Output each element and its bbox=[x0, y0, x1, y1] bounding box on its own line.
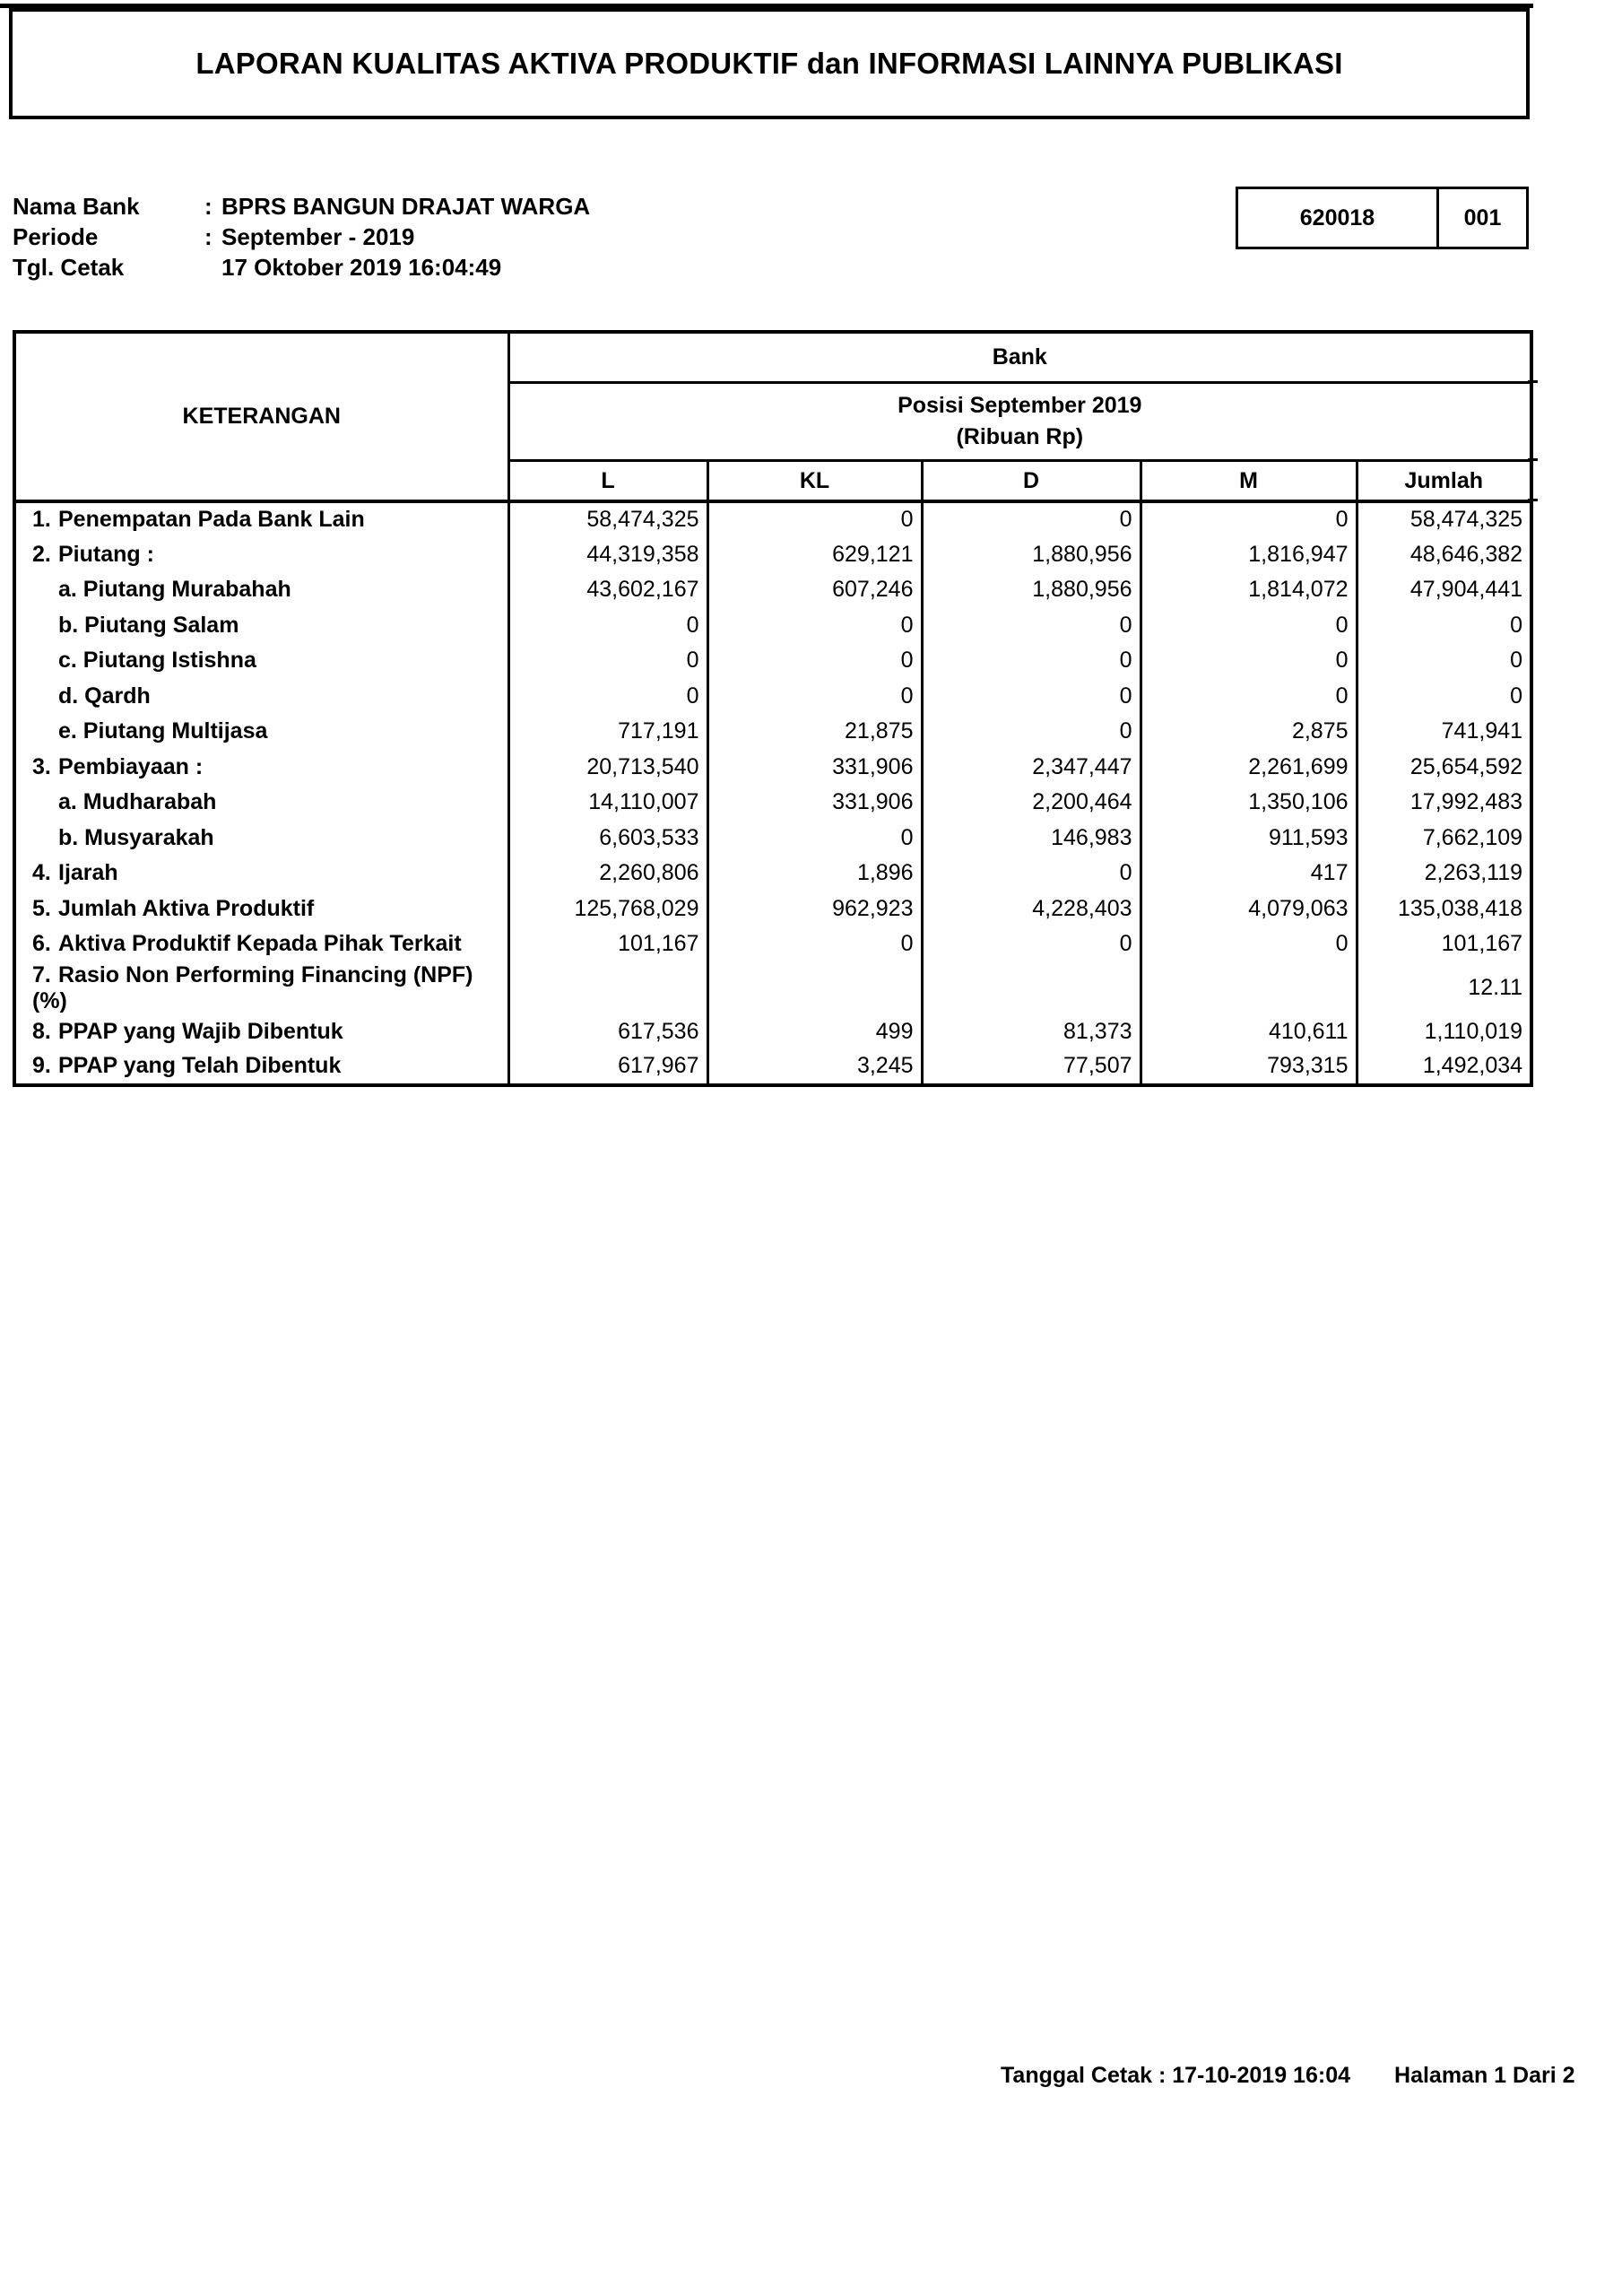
value-cell: 0 bbox=[1141, 501, 1357, 537]
value-cell: 20,713,540 bbox=[508, 750, 707, 786]
value-cell: 0 bbox=[922, 643, 1141, 679]
value-cell: 0 bbox=[922, 714, 1141, 750]
value-cell: 44,319,358 bbox=[508, 537, 707, 573]
row-label-cell bbox=[14, 501, 508, 537]
value-cell: 81,373 bbox=[922, 1014, 1141, 1050]
meta-value-print-date: 17 Oktober 2019 16:04:49 bbox=[221, 254, 502, 281]
meta-separator: : bbox=[204, 193, 213, 220]
meta-row-period bbox=[13, 222, 590, 252]
value-cell: 0 bbox=[1357, 643, 1531, 679]
row-label: Ijarah bbox=[58, 860, 118, 886]
value-cell: 0 bbox=[1141, 643, 1357, 679]
row-label: a. Piutang Murabahah bbox=[58, 577, 291, 603]
table-row bbox=[14, 714, 1531, 750]
row-label-cell bbox=[14, 679, 508, 715]
value-cell: 77,507 bbox=[922, 1049, 1141, 1085]
column-header-m: M bbox=[1141, 461, 1357, 502]
table-row bbox=[14, 785, 1531, 821]
header-rule-overhang bbox=[1528, 458, 1538, 461]
meta-label: Tgl. Cetak bbox=[13, 254, 125, 281]
value-cell: 146,983 bbox=[922, 821, 1141, 857]
value-cell: 0 bbox=[1141, 608, 1357, 644]
value-cell: 0 bbox=[707, 926, 922, 962]
value-cell: 4,079,063 bbox=[1141, 891, 1357, 927]
value-cell: 331,906 bbox=[707, 785, 922, 821]
row-label-cell bbox=[14, 962, 508, 1014]
value-cell: 58,474,325 bbox=[1357, 501, 1531, 537]
value-cell: 0 bbox=[1141, 926, 1357, 962]
row-label-cell bbox=[14, 891, 508, 927]
column-header-kl: KL bbox=[707, 461, 922, 502]
row-label-cell bbox=[14, 1049, 508, 1085]
row-number: 3. bbox=[32, 753, 51, 779]
value-cell: 331,906 bbox=[707, 750, 922, 786]
row-number: 8. bbox=[32, 1018, 51, 1044]
report-code: 001 bbox=[1463, 204, 1502, 230]
row-label-cell bbox=[14, 1014, 508, 1050]
value-cell: 793,315 bbox=[1141, 1049, 1357, 1085]
header-rule-overhang bbox=[1528, 380, 1538, 383]
row-label: a. Mudharabah bbox=[58, 789, 217, 815]
row-number: 9. bbox=[32, 1053, 51, 1079]
row-number: 6. bbox=[32, 931, 51, 957]
value-cell: 25,654,592 bbox=[1357, 750, 1531, 786]
row-number: 1. bbox=[32, 507, 51, 533]
table-row bbox=[14, 572, 1531, 608]
page-title: LAPORAN KUALITAS AKTIVA PRODUKTIF dan INFORMASI LAINNYA PUBLIKASI bbox=[195, 47, 1343, 80]
meta-separator bbox=[204, 252, 221, 283]
meta-row-bank-name bbox=[13, 191, 590, 222]
row-label: Piutang : bbox=[58, 541, 154, 567]
value-cell: 101,167 bbox=[508, 926, 707, 962]
row-number: 4. bbox=[32, 860, 51, 886]
row-label-cell bbox=[14, 572, 508, 608]
row-label-cell bbox=[14, 785, 508, 821]
row-label-cell bbox=[14, 821, 508, 857]
value-cell: 0 bbox=[922, 608, 1141, 644]
value-cell: 2,347,447 bbox=[922, 750, 1141, 786]
title-box bbox=[9, 8, 1530, 119]
bank-group-header: Bank bbox=[508, 332, 1531, 383]
value-cell: 0 bbox=[508, 608, 707, 644]
table-row bbox=[14, 679, 1531, 715]
value-cell: 101,167 bbox=[1357, 926, 1531, 962]
value-cell: 47,904,441 bbox=[1357, 572, 1531, 608]
value-cell: 6,603,533 bbox=[508, 821, 707, 857]
value-cell: 1,350,106 bbox=[1141, 785, 1357, 821]
row-label: b. Piutang Salam bbox=[58, 612, 239, 638]
value-cell: 0 bbox=[707, 679, 922, 715]
row-label: Aktiva Produktif Kepada Pihak Terkait bbox=[58, 931, 462, 957]
value-cell: 962,923 bbox=[707, 891, 922, 927]
table-row bbox=[14, 962, 1531, 1014]
row-label: Jumlah Aktiva Produktif bbox=[58, 895, 315, 921]
table-row bbox=[14, 750, 1531, 786]
value-cell: 2,875 bbox=[1141, 714, 1357, 750]
keterangan-header: KETERANGAN bbox=[14, 332, 508, 501]
value-cell: 410,611 bbox=[1141, 1014, 1357, 1050]
value-cell bbox=[508, 962, 707, 1014]
meta-block bbox=[13, 191, 590, 283]
meta-row-print-date bbox=[13, 252, 590, 283]
row-label-cell bbox=[14, 856, 508, 891]
row-label: e. Piutang Multijasa bbox=[58, 718, 268, 744]
table-row bbox=[14, 643, 1531, 679]
value-cell: 7,662,109 bbox=[1357, 821, 1531, 857]
table-row bbox=[14, 926, 1531, 962]
value-cell: 3,245 bbox=[707, 1049, 922, 1085]
value-cell: 2,200,464 bbox=[922, 785, 1141, 821]
row-label: b. Musyarakah bbox=[58, 824, 214, 850]
table-header bbox=[14, 332, 1531, 501]
report-table bbox=[13, 330, 1533, 1087]
table-body bbox=[14, 501, 1531, 1085]
value-cell: 0 bbox=[922, 856, 1141, 891]
row-label-cell bbox=[14, 608, 508, 644]
value-cell: 48,646,382 bbox=[1357, 537, 1531, 573]
value-cell: 0 bbox=[707, 501, 922, 537]
value-cell: 417 bbox=[1141, 856, 1357, 891]
footer-page-number: Halaman 1 Dari 2 bbox=[1394, 2063, 1575, 2088]
value-cell: 741,941 bbox=[1357, 714, 1531, 750]
bank-code-box bbox=[1236, 187, 1529, 249]
meta-separator: : bbox=[204, 223, 213, 250]
page-footer bbox=[1001, 2063, 1575, 2089]
value-cell: 911,593 bbox=[1141, 821, 1357, 857]
meta-label: Periode bbox=[13, 223, 99, 250]
footer-print-date: Tanggal Cetak : 17-10-2019 16:04 bbox=[1001, 2063, 1351, 2088]
row-label-cell bbox=[14, 643, 508, 679]
column-header-d: D bbox=[922, 461, 1141, 502]
value-cell: 0 bbox=[1141, 679, 1357, 715]
posisi-header bbox=[508, 383, 1531, 461]
value-cell: 58,474,325 bbox=[508, 501, 707, 537]
table-row bbox=[14, 891, 1531, 927]
row-label: PPAP yang Telah Dibentuk bbox=[58, 1053, 342, 1079]
column-header-jumlah: Jumlah bbox=[1357, 461, 1531, 502]
value-cell: 21,875 bbox=[707, 714, 922, 750]
row-number: 5. bbox=[32, 895, 51, 921]
value-cell bbox=[922, 962, 1141, 1014]
value-cell: 135,038,418 bbox=[1357, 891, 1531, 927]
table-row bbox=[14, 608, 1531, 644]
table-row bbox=[14, 537, 1531, 573]
row-label: c. Piutang Istishna bbox=[58, 648, 256, 674]
row-number: 2. bbox=[32, 541, 51, 567]
bank-code: 620018 bbox=[1238, 189, 1439, 247]
value-cell: 14,110,007 bbox=[508, 785, 707, 821]
table-row bbox=[14, 1049, 1531, 1085]
value-cell: 0 bbox=[1357, 608, 1531, 644]
header-rule-overhang bbox=[1528, 499, 1538, 501]
posisi-line1: Posisi September 2019 bbox=[898, 393, 1142, 418]
value-cell: 499 bbox=[707, 1014, 922, 1050]
value-cell: 0 bbox=[508, 643, 707, 679]
row-label: PPAP yang Wajib Dibentuk bbox=[58, 1018, 343, 1044]
value-cell: 43,602,167 bbox=[508, 572, 707, 608]
meta-value-bank-name: BPRS BANGUN DRAJAT WARGA bbox=[221, 193, 591, 220]
value-cell: 617,536 bbox=[508, 1014, 707, 1050]
row-label: Penempatan Pada Bank Lain bbox=[58, 507, 365, 533]
table-row bbox=[14, 856, 1531, 891]
value-cell: 1,880,956 bbox=[922, 537, 1141, 573]
row-label-cell bbox=[14, 537, 508, 573]
value-cell: 12.11 bbox=[1357, 962, 1531, 1014]
table-row bbox=[14, 821, 1531, 857]
value-cell: 717,191 bbox=[508, 714, 707, 750]
table-row bbox=[14, 1014, 1531, 1050]
value-cell: 2,260,806 bbox=[508, 856, 707, 891]
row-label: d. Qardh bbox=[58, 683, 151, 709]
posisi-line2: (Ribuan Rp) bbox=[956, 424, 1084, 449]
value-cell: 607,246 bbox=[707, 572, 922, 608]
value-cell: 17,992,483 bbox=[1357, 785, 1531, 821]
row-label-cell bbox=[14, 926, 508, 962]
value-cell: 0 bbox=[707, 643, 922, 679]
value-cell: 0 bbox=[922, 926, 1141, 962]
meta-label: Nama Bank bbox=[13, 193, 140, 220]
value-cell: 1,880,956 bbox=[922, 572, 1141, 608]
meta-value-period: September - 2019 bbox=[221, 223, 415, 250]
value-cell: 2,261,699 bbox=[1141, 750, 1357, 786]
value-cell: 1,492,034 bbox=[1357, 1049, 1531, 1085]
value-cell: 0 bbox=[508, 679, 707, 715]
row-label-cell bbox=[14, 714, 508, 750]
value-cell: 1,110,019 bbox=[1357, 1014, 1531, 1050]
value-cell: 617,967 bbox=[508, 1049, 707, 1085]
row-label: Rasio Non Performing Financing (NPF) (%) bbox=[32, 961, 473, 1013]
column-header-l: L bbox=[508, 461, 707, 502]
value-cell bbox=[707, 962, 922, 1014]
header-row-bank bbox=[14, 332, 1531, 383]
value-cell: 0 bbox=[707, 608, 922, 644]
row-label: Pembiayaan : bbox=[58, 753, 204, 779]
value-cell: 1,814,072 bbox=[1141, 572, 1357, 608]
row-label-cell bbox=[14, 750, 508, 786]
value-cell: 629,121 bbox=[707, 537, 922, 573]
value-cell: 2,263,119 bbox=[1357, 856, 1531, 891]
value-cell bbox=[1141, 962, 1357, 1014]
table-row bbox=[14, 501, 1531, 537]
value-cell: 0 bbox=[922, 501, 1141, 537]
value-cell: 4,228,403 bbox=[922, 891, 1141, 927]
value-cell: 1,816,947 bbox=[1141, 537, 1357, 573]
value-cell: 0 bbox=[707, 821, 922, 857]
value-cell: 0 bbox=[1357, 679, 1531, 715]
value-cell: 0 bbox=[922, 679, 1141, 715]
value-cell: 1,896 bbox=[707, 856, 922, 891]
row-number: 7. bbox=[32, 961, 51, 987]
value-cell: 125,768,029 bbox=[508, 891, 707, 927]
